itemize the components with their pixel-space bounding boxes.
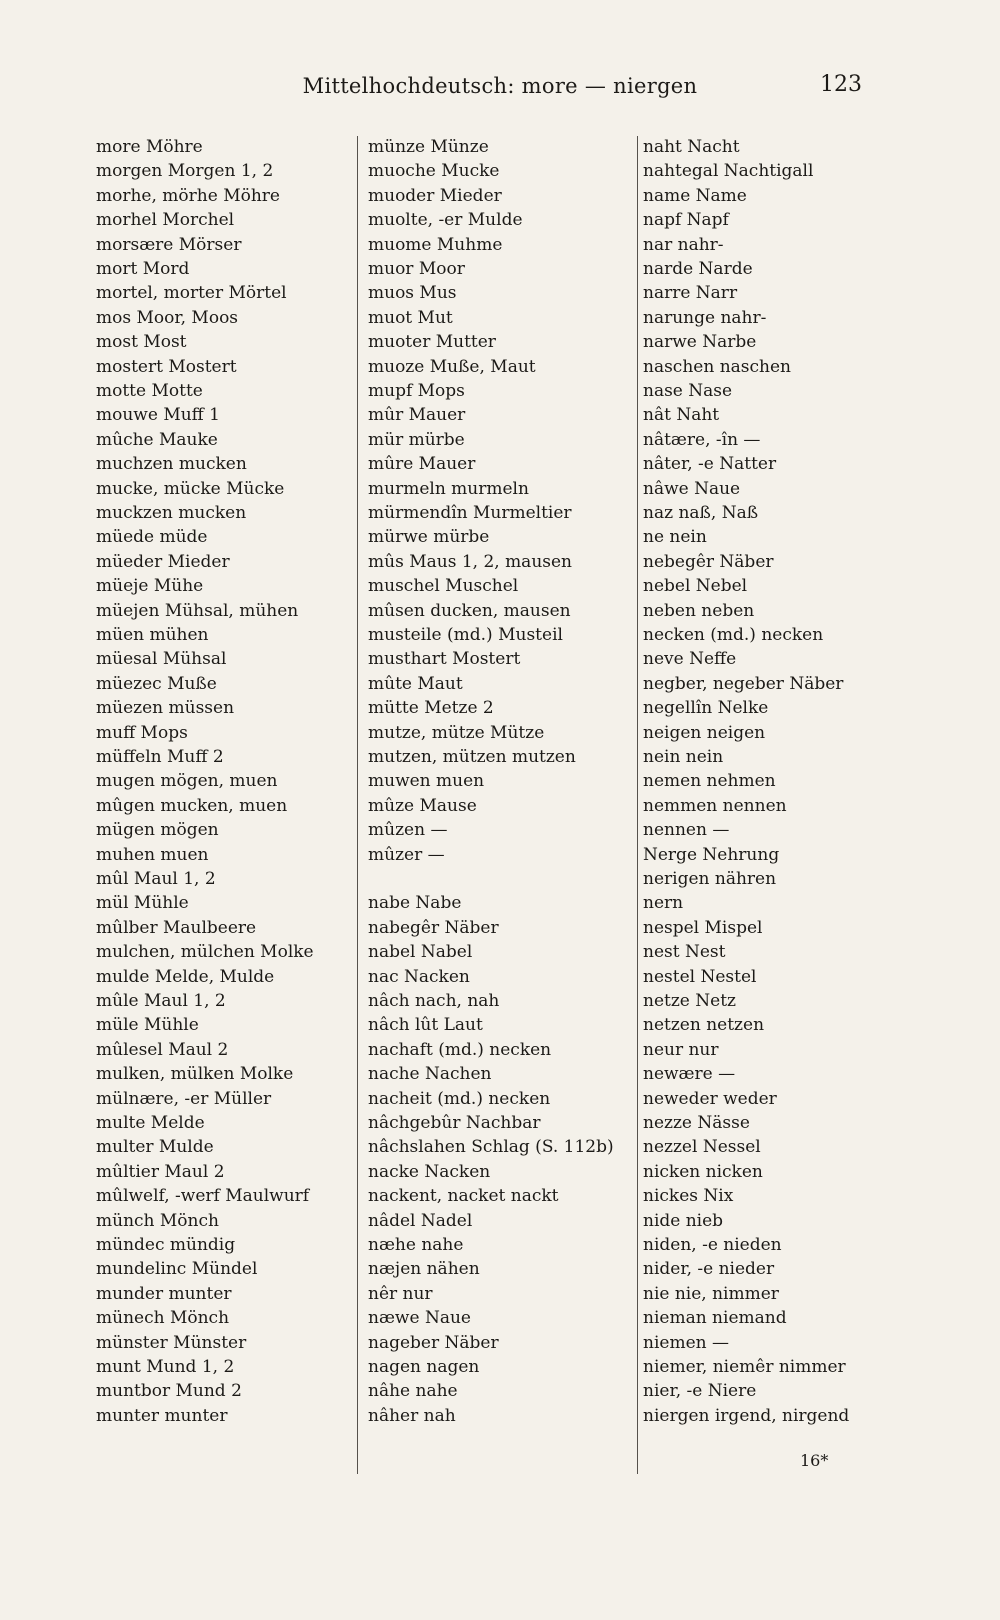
dictionary-entry: nide nieb [643, 1210, 724, 1231]
dictionary-entry: müejen Mühsal, mühen [96, 600, 299, 621]
dictionary-entry: münze Münze [368, 137, 489, 157]
dictionary-entry: münch Mönch [96, 1210, 219, 1231]
dictionary-entry: neigen neigen [643, 722, 766, 743]
dictionary-entry: napf Napf [643, 210, 729, 231]
dictionary-entry: muome Muhme [368, 234, 503, 255]
dictionary-entry: nacke Nacken [368, 1161, 491, 1182]
dictionary-entry: nâch lût Laut [368, 1015, 483, 1036]
dictionary-entry: müffeln Muff 2 [96, 747, 224, 767]
dictionary-entry: munter munter [96, 1405, 228, 1426]
dictionary-entry: mûte Maut [368, 673, 463, 694]
dictionary-entry: mûze Mause [368, 795, 477, 816]
dictionary-entry: morhel Morchel [96, 210, 235, 231]
dictionary-entry: mutzen, mützen mutzen [368, 747, 576, 767]
dictionary-entry: motte Motte [96, 381, 203, 401]
dictionary-entry: mutze, mütze Mütze [368, 722, 545, 743]
dictionary-entry: mütte Metze 2 [368, 698, 494, 719]
dictionary-entry: mülnære, -er Müller [96, 1088, 272, 1109]
dictionary-entry: muff Mops [96, 722, 188, 743]
dictionary-entry: nabegêr Näber [368, 917, 499, 938]
dictionary-entry: nackent, nacket nackt [368, 1186, 559, 1207]
dictionary-entry: name Name [643, 185, 747, 206]
dictionary-entry: narde Narde [643, 259, 753, 279]
dictionary-entry: mort Mord [96, 259, 190, 279]
dictionary-entry: mucke, mücke Mücke [96, 478, 285, 499]
dictionary-entry: mûr Mauer [368, 405, 466, 426]
dictionary-entry: muntbor Mund 2 [96, 1381, 242, 1402]
dictionary-entry: müle Mühle [96, 1015, 199, 1036]
dictionary-entry: mugen mögen, muen [96, 771, 278, 792]
dictionary-entry: mûsen ducken, mausen [368, 600, 571, 621]
dictionary-entry: neur nur [643, 1039, 719, 1060]
dictionary-entry: nerigen nähren [643, 869, 777, 889]
dictionary-entry: necken (md.) necken [643, 625, 824, 645]
dictionary-entry: mostert Mostert [96, 356, 237, 377]
dictionary-entry: nâchslahen Schlag (S. 112b) [368, 1137, 614, 1158]
dictionary-entry: mûlesel Maul 2 [96, 1039, 229, 1060]
dictionary-entry: munt Mund 1, 2 [96, 1357, 235, 1377]
dictionary-entry: nât Naht [643, 405, 720, 426]
dictionary-entry: næjen nähen [368, 1259, 480, 1280]
dictionary-entry: negellîn Nelke [643, 698, 769, 719]
dictionary-entry: nern [643, 893, 684, 914]
dictionary-entry: münster Münster [96, 1332, 247, 1353]
column-rule [637, 136, 638, 1474]
dictionary-entry: müen mühen [96, 625, 209, 645]
dictionary-entry: nar nahr- [643, 234, 724, 255]
dictionary-entry: nache Nachen [368, 1064, 492, 1085]
dictionary-entry: naht Nacht [643, 137, 740, 157]
dictionary-entry: müede müde [96, 527, 208, 548]
dictionary-entry: nêr nur [368, 1283, 433, 1304]
dictionary-entry: mûre Mauer [368, 454, 476, 475]
dictionary-entry: mûs Maus 1, 2, mausen [368, 551, 572, 572]
dictionary-entry: nestel Nestel [643, 966, 757, 987]
dictionary-entry: muos Mus [368, 283, 457, 304]
dictionary-entry: neweder weder [643, 1088, 777, 1109]
dictionary-entry: mûlwelf, -werf Maulwurf [96, 1186, 310, 1207]
dictionary-entry: nagen nagen [368, 1357, 480, 1377]
dictionary-entry: nabel Nabel [368, 942, 473, 963]
dictionary-entry: nezze Nässe [643, 1113, 750, 1133]
dictionary-entry: mûzen — [368, 820, 448, 841]
dictionary-entry: nider, -e nieder [643, 1259, 775, 1280]
dictionary-entry: muchzen mucken [96, 454, 247, 475]
dictionary-entry: nabe Nabe [368, 893, 462, 914]
dictionary-entry: naz naß, Naß [643, 503, 759, 523]
dictionary-entry: nâher nah [368, 1405, 456, 1426]
dictionary-entry: most Most [96, 332, 187, 353]
dictionary-entry: multer Mulde [96, 1137, 214, 1158]
dictionary-entry: Nerge Nehrung [643, 844, 780, 865]
signature-mark: 16* [800, 1451, 829, 1470]
dictionary-entry: mos Moor, Moos [96, 307, 239, 328]
dictionary-entry: nier, -e Niere [643, 1381, 757, 1402]
dictionary-entry: münech Mönch [96, 1308, 230, 1329]
dictionary-entry: negber, negeber Näber [643, 673, 844, 694]
dictionary-entry: mündec mündig [96, 1235, 236, 1255]
dictionary-entry: muckzen mucken [96, 503, 247, 523]
dictionary-entry: mûlber Maulbeere [96, 917, 257, 938]
dictionary-entry: müeje Mühe [96, 576, 204, 597]
dictionary-entry: næhe nahe [368, 1235, 464, 1255]
dictionary-entry: muolte, -er Mulde [368, 210, 523, 231]
dictionary-entry: muoter Mutter [368, 332, 496, 353]
dictionary-entry: musthart Mostert [368, 649, 521, 670]
dictionary-entry: netzen netzen [643, 1015, 765, 1036]
dictionary-entry: mûltier Maul 2 [96, 1161, 225, 1182]
dictionary-entry: mouwe Muff 1 [96, 405, 220, 426]
dictionary-entry: nezzel Nessel [643, 1137, 761, 1158]
dictionary-entry: mürmendîn Murmeltier [368, 503, 572, 523]
dictionary-entry: muoze Muße, Maut [368, 356, 536, 377]
dictionary-entry: næwe Naue [368, 1308, 471, 1329]
dictionary-entry: nie nie, nimmer [643, 1283, 779, 1304]
dictionary-entry: nieman niemand [643, 1308, 787, 1329]
dictionary-entry: musteile (md.) Musteil [368, 625, 563, 645]
dictionary-entry: mulde Melde, Mulde [96, 966, 275, 987]
dictionary-entry: mül Mühle [96, 893, 189, 914]
dictionary-entry: muor Moor [368, 259, 465, 279]
dictionary-entry: naschen naschen [643, 356, 791, 377]
dictionary-entry: morsære Mörser [96, 234, 242, 255]
dictionary-entry: nase Nase [643, 381, 733, 401]
dictionary-entry: neben neben [643, 600, 755, 621]
dictionary-entry: mûl Maul 1, 2 [96, 869, 216, 889]
dictionary-entry: morgen Morgen 1, 2 [96, 161, 274, 182]
dictionary-entry: nâch nach, nah [368, 991, 500, 1011]
dictionary-entry: niden, -e nieden [643, 1235, 782, 1255]
dictionary-entry: nâhe nahe [368, 1381, 458, 1402]
dictionary-entry: muhen muen [96, 844, 209, 865]
dictionary-entry: nâchgebûr Nachbar [368, 1113, 541, 1133]
dictionary-entry: ne nein [643, 527, 707, 548]
dictionary-entry: nespel Mispel [643, 917, 763, 938]
dictionary-entry: niemer, niemêr nimmer [643, 1357, 846, 1377]
dictionary-entry: nahtegal Nachtigall [643, 161, 814, 182]
dictionary-entry: newære — [643, 1064, 736, 1085]
dictionary-entry: mûzer — [368, 844, 445, 865]
dictionary-entry: müeder Mieder [96, 551, 230, 572]
dictionary-entry: niemen — [643, 1332, 729, 1353]
dictionary-entry: nâwe Naue [643, 478, 741, 499]
dictionary-entry: nâtære, -în — [643, 429, 761, 450]
dictionary-entry: nebel Nebel [643, 576, 748, 597]
dictionary-entry: nicken nicken [643, 1161, 763, 1182]
dictionary-entry: nac Nacken [368, 966, 470, 987]
dictionary-entry: munder munter [96, 1283, 232, 1304]
dictionary-entry: nemmen nennen [643, 795, 787, 816]
dictionary-entry: morhe, mörhe Möhre [96, 185, 280, 206]
dictionary-entry: muoche Mucke [368, 161, 500, 182]
dictionary-entry: neve Neffe [643, 649, 737, 670]
dictionary-entry: muoder Mieder [368, 185, 502, 206]
dictionary-entry: mürwe mürbe [368, 527, 490, 548]
page-number: 123 [820, 72, 862, 97]
dictionary-entry: muschel Muschel [368, 576, 519, 597]
dictionary-entry: nâdel Nadel [368, 1210, 473, 1231]
dictionary-entry: narwe Narbe [643, 332, 757, 353]
dictionary-entry: mulchen, mülchen Molke [96, 942, 314, 963]
dictionary-entry: murmeln murmeln [368, 478, 529, 499]
dictionary-entry: mûgen mucken, muen [96, 795, 288, 816]
dictionary-entry: nageber Näber [368, 1332, 499, 1353]
dictionary-entry: mügen mögen [96, 820, 219, 841]
dictionary-entry: nâter, -e Natter [643, 454, 777, 475]
dictionary-entry: nickes Nix [643, 1186, 734, 1207]
dictionary-entry: mortel, morter Mörtel [96, 283, 287, 304]
dictionary-entry: mûche Mauke [96, 429, 218, 450]
dictionary-entry: müesal Mühsal [96, 649, 227, 670]
dictionary-entry: nebegêr Näber [643, 551, 774, 572]
dictionary-entry: narunge nahr- [643, 307, 767, 328]
dictionary-entry: nennen — [643, 820, 730, 841]
dictionary-entry: nein nein [643, 747, 724, 767]
dictionary-entry: müezec Muße [96, 673, 217, 694]
dictionary-entry: more Möhre [96, 137, 203, 157]
column-rule [357, 136, 358, 1474]
dictionary-entry: niergen irgend, nirgend [643, 1405, 850, 1426]
dictionary-entry: mür mürbe [368, 429, 465, 450]
dictionary-entry: müezen müssen [96, 698, 235, 719]
dictionary-entry: nachaft (md.) necken [368, 1039, 552, 1060]
dictionary-entry: nacheit (md.) necken [368, 1088, 551, 1109]
dictionary-entry: mupf Mops [368, 381, 465, 401]
dictionary-entry: muot Mut [368, 307, 453, 328]
dictionary-entry: nemen nehmen [643, 771, 776, 792]
dictionary-entry: narre Narr [643, 283, 738, 304]
dictionary-entry: multe Melde [96, 1113, 205, 1133]
running-head: Mittelhochdeutsch: more — niergen [302, 74, 698, 98]
dictionary-entry: mûle Maul 1, 2 [96, 991, 226, 1011]
dictionary-entry: mulken, mülken Molke [96, 1064, 294, 1085]
dictionary-entry: mundelinc Mündel [96, 1259, 258, 1280]
dictionary-entry: nest Nest [643, 942, 726, 963]
dictionary-entry: muwen muen [368, 771, 485, 792]
dictionary-entry: netze Netz [643, 991, 736, 1011]
